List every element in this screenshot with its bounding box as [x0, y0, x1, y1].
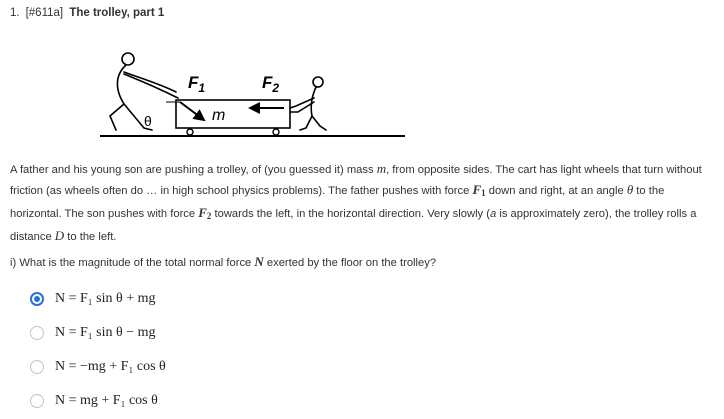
trolley-diagram — [100, 44, 410, 144]
answer-formula: N = F₁ sin θ + mg — [55, 291, 156, 306]
answer-option-4[interactable] — [30, 384, 166, 418]
italic-a: a — [489, 208, 497, 220]
question-title: The trolley, part 1 — [69, 7, 165, 19]
radio-button[interactable] — [30, 326, 44, 340]
label-theta: θ — [144, 113, 152, 129]
answer-options — [30, 282, 166, 418]
trolley-body — [176, 100, 290, 128]
question-code: [#611a] — [25, 7, 64, 19]
question-header — [10, 7, 164, 19]
son-figure — [290, 77, 326, 130]
radio-button[interactable] — [30, 360, 44, 374]
trolley-wheel-right — [273, 129, 279, 135]
label-f2: $F_2$ — [262, 73, 280, 95]
radio-button-selected[interactable] — [30, 292, 44, 306]
answer-formula: N = F₁ sin θ − mg — [55, 325, 156, 340]
problem-description: A father and his young son are pushing a trolley, of (you guessed it) mass m, from opposite sides. The cart has light wheels that turn without friction (as wheels often do … in high school physics problems). The father pushes with force $F_1$ down and right, at an angle θ to the horizontal. The son pushes with force $F_2$ towards the left, in the horizontal direction. Very slowly (a is approximately zero), the trolley rolls a distance D to the left. — [10, 161, 702, 243]
question-number: 1. — [10, 7, 20, 19]
label-m: m — [212, 107, 226, 124]
answer-option-3[interactable] — [30, 350, 166, 384]
answer-option-1[interactable] — [30, 282, 166, 316]
question-prompt: i) What is the magnitude of the total normal force N exerted by the floor on the trolley? — [10, 254, 437, 269]
symbol-d: D — [54, 228, 65, 243]
answer-formula: N = −mg + F₁ cos θ — [55, 359, 166, 374]
trolley-wheel-left — [187, 129, 193, 135]
symbol-theta: θ — [626, 182, 634, 197]
symbol-n: N — [254, 254, 264, 269]
answer-option-2[interactable] — [30, 316, 166, 350]
answer-formula: N = mg + F₁ cos θ — [55, 393, 158, 408]
symbol-m: m — [376, 161, 387, 176]
trolley-figure — [100, 44, 410, 144]
radio-button[interactable] — [30, 394, 44, 408]
symbol-f1: $F_1$ — [472, 182, 486, 198]
label-f1: $F_1$ — [188, 73, 206, 95]
symbol-f2: $F_2$ — [198, 205, 212, 221]
